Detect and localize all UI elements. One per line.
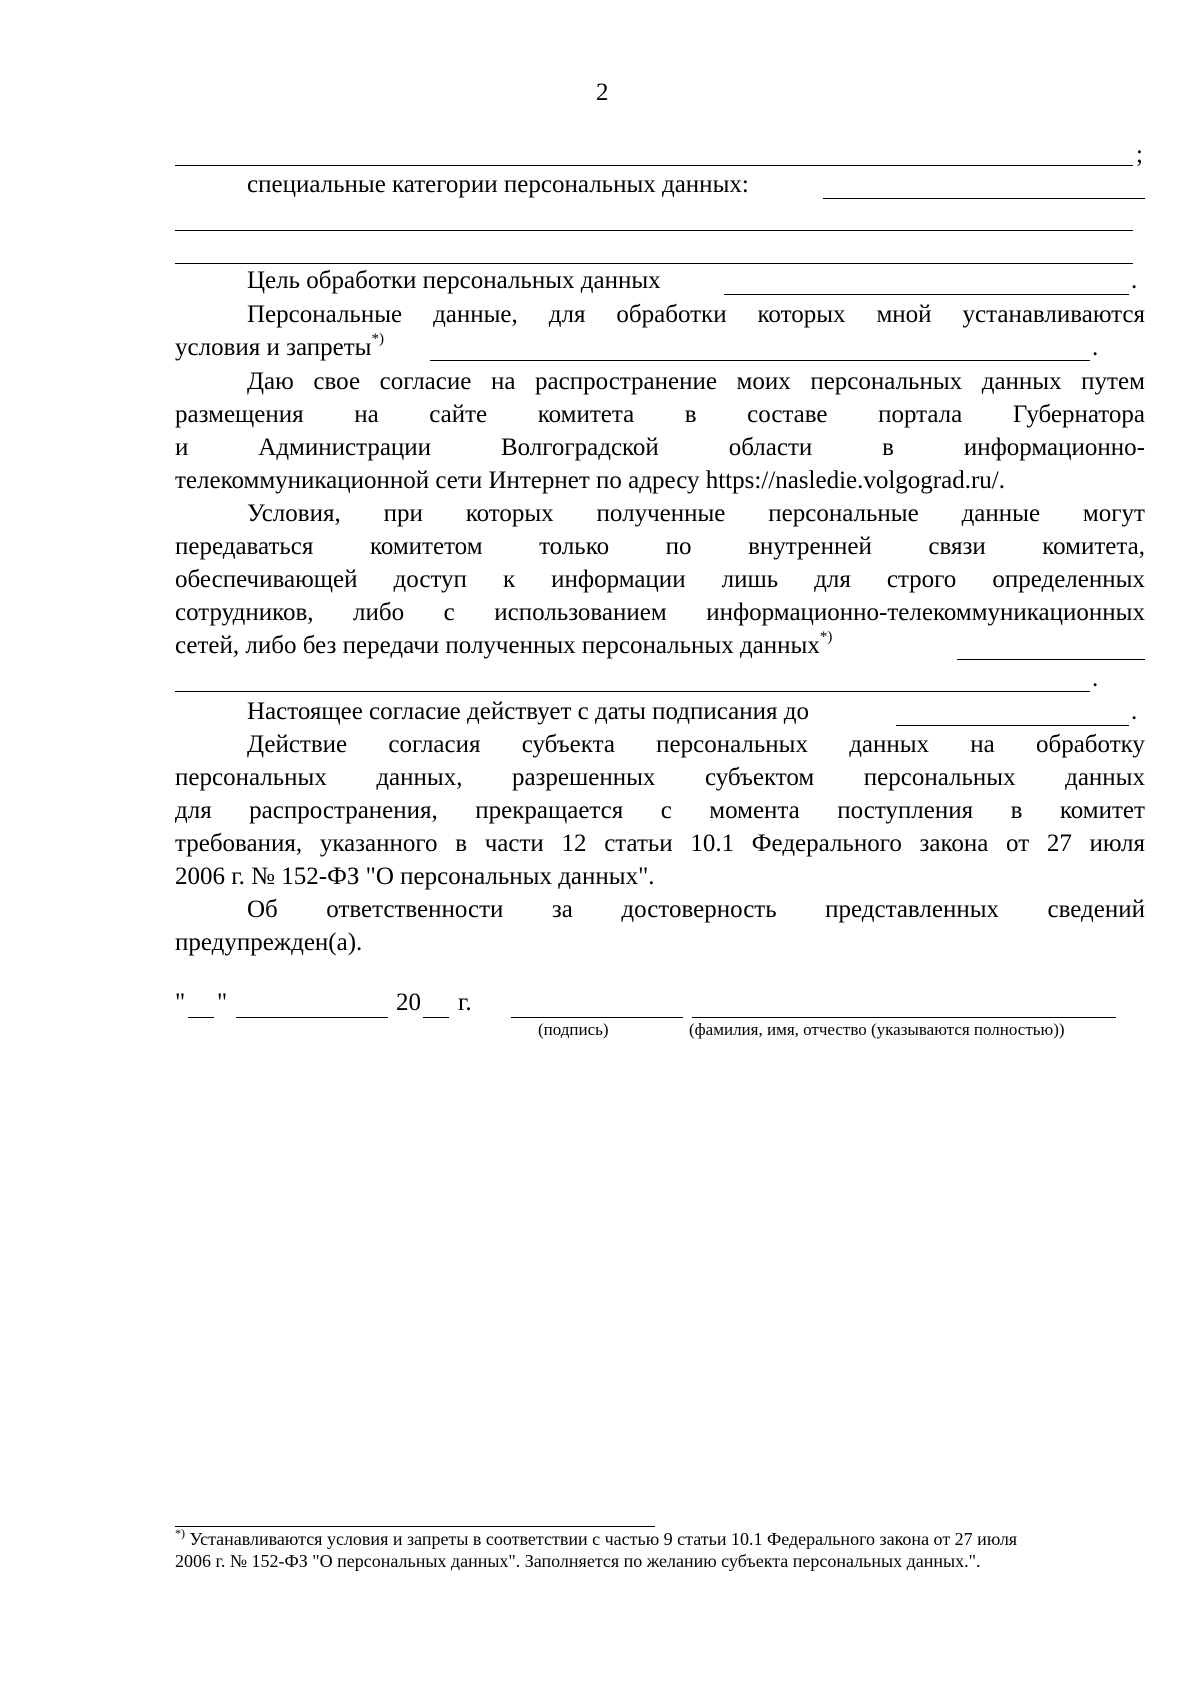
consent-line-2: размещения на сайте комитета в составе портала Губернатора bbox=[175, 401, 1145, 428]
transfer-blank-2 bbox=[175, 691, 1090, 692]
special-categories-label: специальные категории персональных данных: bbox=[247, 171, 749, 198]
year-prefix: 20 bbox=[396, 989, 421, 1016]
termination-line-4: требования, указанного в части 12 статьи 10.1 Федерального закона от 27 июля bbox=[175, 830, 1145, 857]
blank-line bbox=[175, 165, 1133, 166]
termination-line-1: Действие согласия субъекта персональных данных на обработку bbox=[247, 731, 1145, 758]
conditions-line-2: условия и запреты*) bbox=[175, 331, 384, 361]
period: . bbox=[1131, 267, 1138, 294]
special-categories-blank bbox=[823, 198, 1145, 199]
termination-line-2: персональных данных, разрешенных субъектом персональных данных bbox=[175, 764, 1145, 791]
month-blank bbox=[236, 1017, 388, 1018]
signature-caption: (подпись) bbox=[538, 1020, 609, 1039]
name-blank bbox=[692, 1017, 1116, 1018]
purpose-blank bbox=[724, 294, 1129, 295]
page-number: 2 bbox=[596, 79, 609, 106]
signature-blank bbox=[511, 1017, 683, 1018]
consent-line-1: Даю свое согласие на распространение моих персональных данных путем bbox=[247, 368, 1145, 395]
footnote-mark: *) bbox=[819, 629, 833, 645]
conditions-blank bbox=[430, 360, 1090, 361]
footnote-line-1: *) Устанавливаются условия и запреты в соответствии с частью 9 статьи 10.1 Федерального закона от 27 июля bbox=[175, 1526, 1018, 1549]
responsibility-line-2: предупрежден(а). bbox=[175, 929, 363, 956]
semicolon: ; bbox=[1136, 141, 1143, 168]
termination-line-5: 2006 г. № 152-ФЗ "О персональных данных". bbox=[175, 863, 655, 890]
transfer-line-5: сетей, либо без передачи полученных персональных данных*) bbox=[175, 629, 833, 659]
transfer-blank bbox=[957, 659, 1145, 660]
footnote-separator bbox=[175, 1526, 655, 1527]
date-quote-close: " bbox=[217, 989, 228, 1016]
footnote-mark: *) bbox=[175, 1526, 185, 1540]
footnote-line-2: 2006 г. № 152-ФЗ "О персональных данных". Заполняется по желанию субъекта персональных данных.". bbox=[175, 1551, 981, 1571]
consent-line-4: телекоммуникационной сети Интернет по адресу https://nasledie.volgograd.ru/. bbox=[175, 467, 1005, 494]
transfer-line-2: передаваться комитетом только по внутренней связи комитета, bbox=[175, 533, 1145, 560]
purpose-label: Цель обработки персональных данных bbox=[247, 267, 661, 294]
period: . bbox=[1092, 334, 1099, 361]
day-blank bbox=[188, 1017, 214, 1018]
transfer-line-3: обеспечивающей доступ к информации лишь для строго определенных bbox=[175, 566, 1145, 593]
validity-text: Настоящее согласие действует с даты подписания до bbox=[247, 698, 809, 725]
date-quote-open: " bbox=[175, 989, 186, 1016]
conditions-line-1: Персональные данные, для обработки которых мной устанавливаются bbox=[247, 301, 1145, 328]
period: . bbox=[1131, 698, 1138, 725]
transfer-line-1: Условия, при которых полученные персональные данные могут bbox=[247, 500, 1145, 527]
year-blank bbox=[423, 1017, 449, 1018]
transfer-line-4: сотрудников, либо с использованием информационно-телекоммуникационных bbox=[175, 599, 1145, 626]
period: . bbox=[1092, 665, 1099, 692]
consent-line-3: и Администрации Волгоградской области в информационно- bbox=[175, 434, 1145, 461]
year-suffix: г. bbox=[458, 989, 472, 1016]
blank-line bbox=[175, 230, 1133, 231]
name-caption: (фамилия, имя, отчество (указываются полностью)) bbox=[689, 1020, 1065, 1039]
responsibility-line-1: Об ответственности за достоверность представленных сведений bbox=[247, 896, 1145, 923]
blank-line bbox=[175, 263, 1133, 264]
validity-blank bbox=[896, 725, 1129, 726]
footnote-mark: *) bbox=[371, 331, 384, 347]
termination-line-3: для распространения, прекращается с момента поступления в комитет bbox=[175, 797, 1145, 824]
